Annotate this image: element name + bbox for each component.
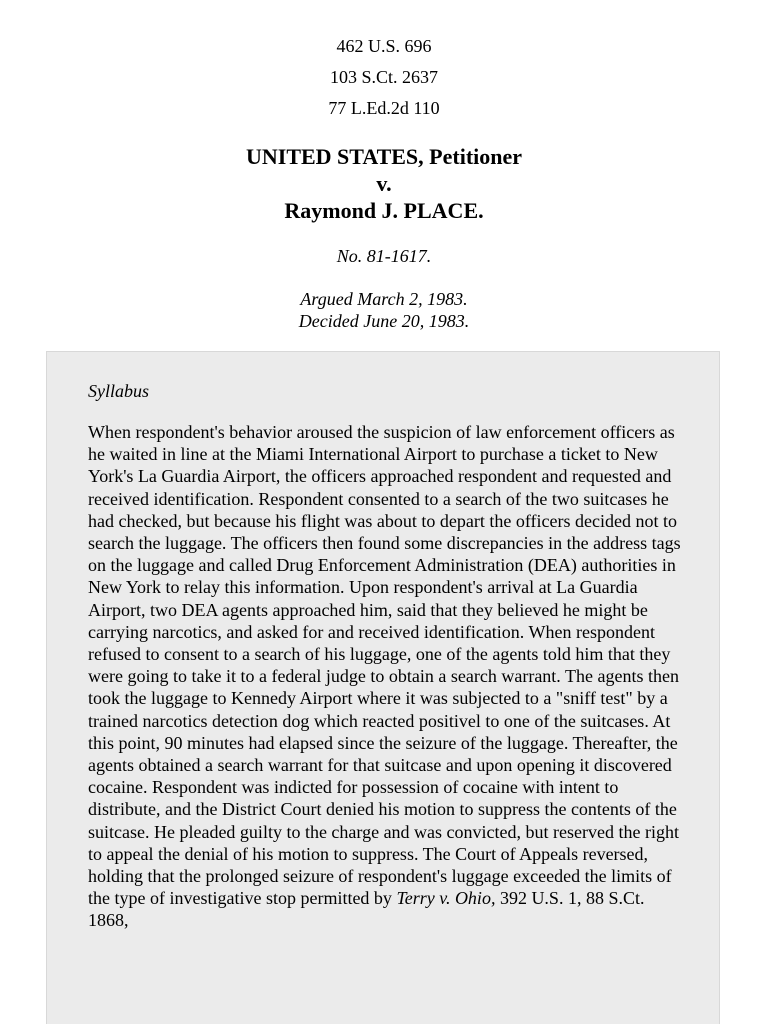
petitioner-name: UNITED STATES, Petitioner bbox=[245, 144, 523, 169]
syllabus-heading: Syllabus bbox=[88, 381, 149, 401]
respondent-name: Raymond J. PLACE. bbox=[284, 198, 484, 223]
case-caption bbox=[0, 143, 768, 224]
argued-date: Argued March 2, 1983. bbox=[300, 289, 468, 309]
case-dates bbox=[0, 288, 768, 332]
syllabus-panel bbox=[46, 351, 720, 1024]
lawyers-edition-citation: 77 L.Ed.2d 110 bbox=[328, 98, 440, 118]
us-reports-citation: 462 U.S. 696 bbox=[336, 36, 432, 56]
versus-label: v. bbox=[376, 171, 392, 196]
syllabus-text-main: When respondent's behavior aroused the suspicion of law enforcement officers as he waited in line at the Miami International Airport to purchase a ticket to New York's La Guardia Airport, the officers approached respondent and requested and received identification. Respondent consented to a search of the two suitcases he had checked, but because his flight was about to depart the officers decided not to search the luggage. The officers then found some discrepancies in the address tags on the luggage and called Drug Enforcement Administration (DEA) authorities in New York to relay this information. Upon respondent's arrival at La Guardia Airport, two DEA agents approached him, said that they believed he might be carrying narcotics, and asked for and received identification. When respondent refused to consent to a search of his luggage, one of the agents told him that they were going to take it to a federal judge to obtain a search warrant. The agents then took the luggage to Kennedy Airport where it was subjected to a "sniff test" by a trained narcotics detection dog which reacted positivel to one of the suitcases. At this point, 90 minutes had elapsed since the seizure of the luggage. Thereafter, the agents obtained a search warrant for that suitcase and upon opening it discovered cocaine. Respondent was indicted for possession of cocaine with intent to distribute, and the District Court denied his motion to suppress the contents of the suitcase. He pleaded guilty to the charge and was convicted, but reserved the right to appeal the denial of his motion to suppress. The Court of Appeals reversed, holding that the prolonged seizure of respondent's luggage exceeded the limits of the type of investigative stop permitted by bbox=[88, 422, 681, 909]
syllabus-paragraph bbox=[88, 421, 688, 932]
case-reference-link: Terry v. Ohio, bbox=[396, 888, 496, 909]
supreme-court-reporter-citation: 103 S.Ct. 2637 bbox=[329, 67, 439, 87]
syllabus-body bbox=[88, 421, 688, 932]
docket-number: No. 81-1617. bbox=[336, 246, 432, 266]
decided-date: Decided June 20, 1983. bbox=[298, 311, 470, 331]
citation-block bbox=[0, 35, 768, 128]
syllabus-text-citation: 392 U.S. 1, 88 S.Ct. 1868, bbox=[88, 888, 645, 931]
